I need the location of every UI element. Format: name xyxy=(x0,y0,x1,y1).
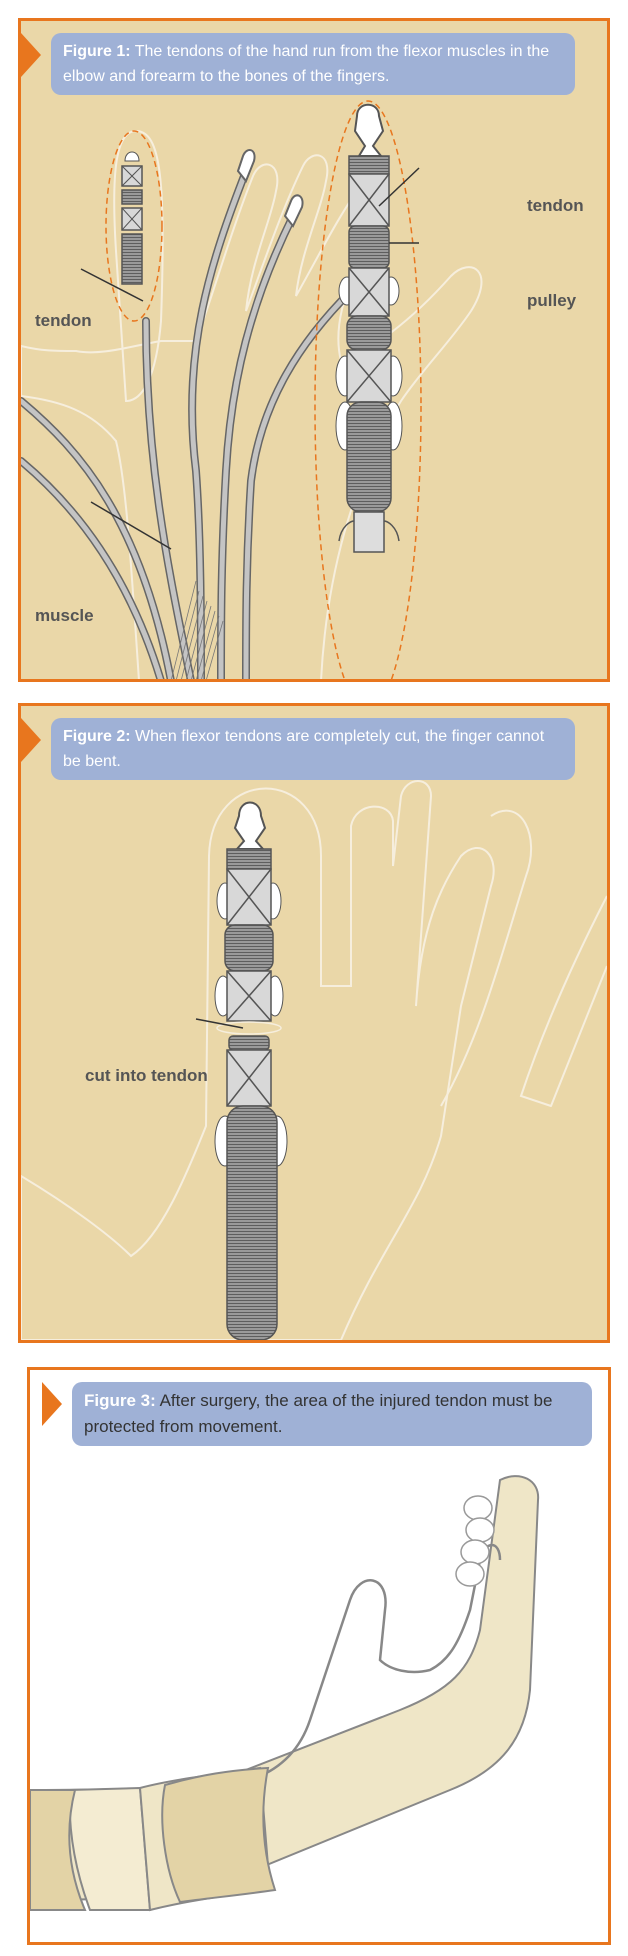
label-tendon-left: tendon xyxy=(35,311,92,330)
cut-finger-detail xyxy=(215,803,287,1341)
ring-finger-outline xyxy=(441,811,531,1106)
figure-1-caption xyxy=(51,33,575,95)
label-muscle: muscle xyxy=(35,606,94,625)
figure-1-panel xyxy=(18,18,610,682)
figure-1-caption-label: Figure 1: xyxy=(63,43,131,60)
label-tendon-right: tendon xyxy=(527,196,584,215)
figure-2-illustration xyxy=(21,706,607,1340)
figure-2-caption-label: Figure 2: xyxy=(63,728,131,745)
label-pulley: pulley xyxy=(527,291,577,310)
tendons xyxy=(21,171,351,679)
figure-3-caption-text: After surgery, the area of the injured tendon must be protected from movement. xyxy=(84,1391,553,1436)
splint-straps xyxy=(30,1768,275,1910)
figure-3-caption xyxy=(72,1382,592,1446)
label-cut-into-tendon: cut into tendon xyxy=(85,1066,208,1085)
hand-outline xyxy=(21,155,481,679)
figure-2-caption xyxy=(51,718,575,780)
figure-2-arrow xyxy=(21,718,41,762)
figure-3-caption-label: Figure 3: xyxy=(84,1391,156,1410)
figure-1-illustration xyxy=(21,21,607,679)
figure-2-caption-text: When flexor tendons are completely cut, the finger cannot be bent. xyxy=(63,728,545,770)
pinky-outline xyxy=(521,896,607,1106)
figure-1-arrow xyxy=(21,33,41,77)
figure-3-arrow xyxy=(42,1382,62,1426)
left-finger-bones xyxy=(122,152,142,284)
right-finger-detail xyxy=(336,105,402,552)
figure-1-caption-text: The tendons of the hand run from the flexor muscles in the elbow and forearm to the bones of the fingers. xyxy=(63,43,550,85)
figure-3-illustration xyxy=(30,1370,608,1942)
figure-2-panel xyxy=(18,703,610,1343)
figure-3-panel xyxy=(27,1367,611,1945)
